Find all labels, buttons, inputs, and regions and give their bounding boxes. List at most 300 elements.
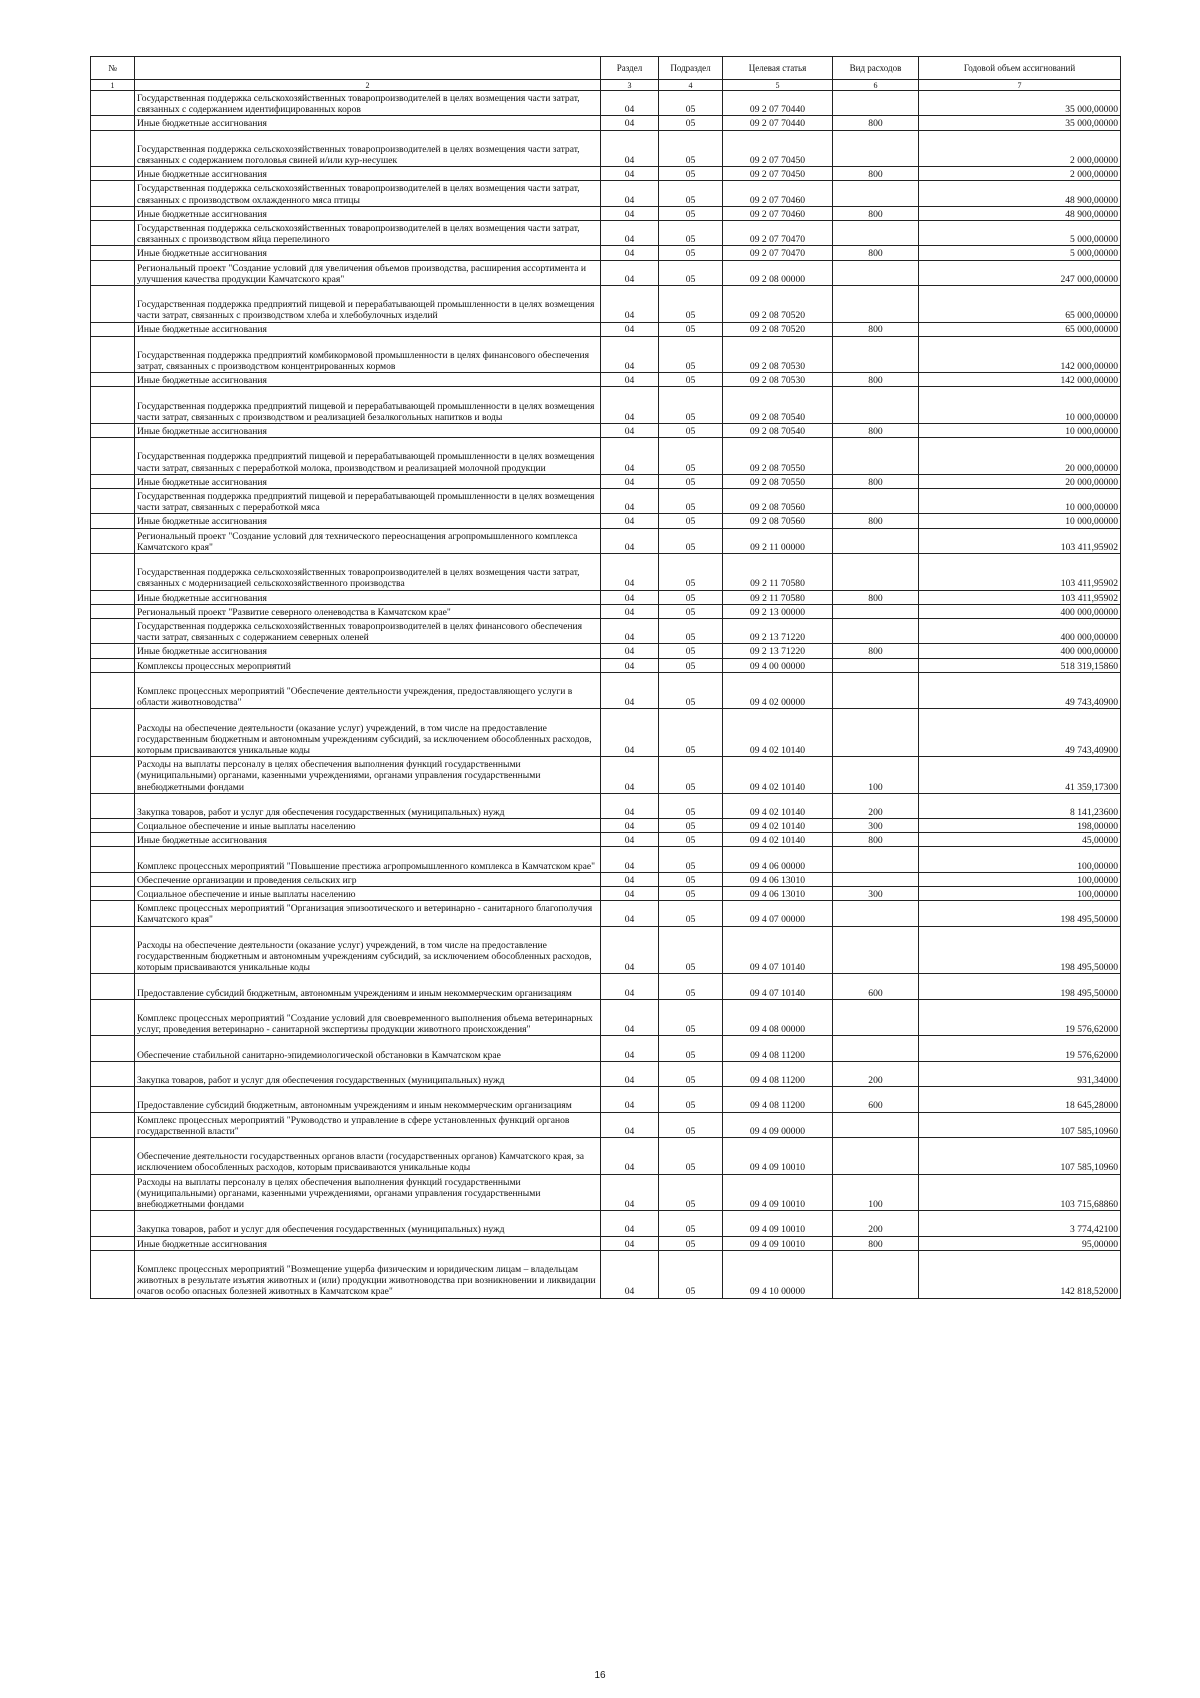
row-podrazdel-cell: 05 (659, 1211, 723, 1236)
table-row (91, 220, 1121, 245)
row-podrazdel-cell: 05 (659, 833, 723, 847)
row-razdel-cell: 04 (601, 424, 659, 438)
row-razdel-cell: 04 (601, 1250, 659, 1298)
row-number-cell (91, 590, 135, 604)
row-vid-cell (833, 181, 919, 206)
row-podrazdel-cell: 05 (659, 658, 723, 672)
row-amount-cell: 247 000,00000 (919, 260, 1121, 285)
row-number-cell (91, 167, 135, 181)
row-number-cell (91, 658, 135, 672)
row-vid-cell (833, 130, 919, 167)
row-razdel-cell: 04 (601, 206, 659, 220)
header-index: 7 (919, 80, 1121, 91)
row-podrazdel-cell: 05 (659, 91, 723, 116)
row-podrazdel-cell: 05 (659, 757, 723, 794)
header-index: 6 (833, 80, 919, 91)
row-amount-cell: 107 585,10960 (919, 1137, 1121, 1174)
row-number-cell (91, 1250, 135, 1298)
row-number-cell (91, 1036, 135, 1061)
row-amount-cell: 142 000,00000 (919, 373, 1121, 387)
row-vid-cell (833, 438, 919, 475)
row-podrazdel-cell: 05 (659, 438, 723, 475)
row-razdel-cell: 04 (601, 474, 659, 488)
table-row (91, 757, 1121, 794)
row-razdel-cell: 04 (601, 373, 659, 387)
row-amount-cell: 107 585,10960 (919, 1112, 1121, 1137)
row-target-cell: 09 2 13 71220 (723, 644, 833, 658)
row-vid-cell: 300 (833, 819, 919, 833)
row-vid-cell: 800 (833, 514, 919, 528)
row-number-cell (91, 1061, 135, 1086)
table-row (91, 1236, 1121, 1250)
budget-sheet (90, 56, 1120, 1299)
row-amount-cell: 103 411,95902 (919, 528, 1121, 553)
row-target-cell: 09 4 09 10010 (723, 1211, 833, 1236)
row-podrazdel-cell: 05 (659, 1112, 723, 1137)
row-name-cell: Иные бюджетные ассигнования (135, 644, 601, 658)
row-vid-cell (833, 618, 919, 643)
table-row (91, 887, 1121, 901)
row-vid-cell (833, 528, 919, 553)
row-vid-cell (833, 285, 919, 322)
header-razdel: Раздел (601, 57, 659, 80)
row-number-cell (91, 285, 135, 322)
row-vid-cell: 800 (833, 590, 919, 604)
row-amount-cell: 49 743,40900 (919, 672, 1121, 709)
row-target-cell: 09 2 07 70450 (723, 167, 833, 181)
row-amount-cell: 45,00000 (919, 833, 1121, 847)
row-target-cell: 09 4 08 11200 (723, 1061, 833, 1086)
row-razdel-cell: 04 (601, 926, 659, 974)
row-amount-cell: 65 000,00000 (919, 322, 1121, 336)
row-vid-cell (833, 554, 919, 591)
row-number-cell (91, 833, 135, 847)
table-row (91, 999, 1121, 1036)
row-vid-cell (833, 220, 919, 245)
row-target-cell: 09 4 02 10140 (723, 757, 833, 794)
row-number-cell (91, 220, 135, 245)
table-index-row (91, 80, 1121, 91)
row-razdel-cell: 04 (601, 757, 659, 794)
row-podrazdel-cell: 05 (659, 514, 723, 528)
row-name-cell: Государственная поддержка сельскохозяйственных товаропроизводителей в целях возмещения части затрат, связанных с модернизацией сельскохозяйственного производства (135, 554, 601, 591)
row-vid-cell: 800 (833, 116, 919, 130)
row-name-cell: Комплекс процессных мероприятий "Обеспечение деятельности учреждения, предоставляющего услуги в области животноводства" (135, 672, 601, 709)
row-target-cell: 09 4 09 10010 (723, 1236, 833, 1250)
table-row (91, 793, 1121, 818)
table-row (91, 387, 1121, 424)
row-amount-cell: 20 000,00000 (919, 474, 1121, 488)
row-razdel-cell: 04 (601, 438, 659, 475)
table-row (91, 130, 1121, 167)
row-razdel-cell: 04 (601, 130, 659, 167)
row-number-cell (91, 424, 135, 438)
row-amount-cell: 100,00000 (919, 872, 1121, 886)
row-number-cell (91, 528, 135, 553)
row-target-cell: 09 2 07 70460 (723, 206, 833, 220)
row-target-cell: 09 4 09 00000 (723, 1112, 833, 1137)
row-name-cell: Комплекс процессных мероприятий "Организация эпизоотического и ветеринарно - санитарного благополучия Камчатского края" (135, 901, 601, 926)
row-number-cell (91, 116, 135, 130)
row-razdel-cell: 04 (601, 336, 659, 373)
row-name-cell: Предоставление субсидий бюджетным, автономным учреждениям и иным некоммерческим организациям (135, 1087, 601, 1112)
table-header-row (91, 57, 1121, 80)
row-razdel-cell: 04 (601, 322, 659, 336)
row-target-cell: 09 4 00 00000 (723, 658, 833, 672)
row-number-cell (91, 130, 135, 167)
row-number-cell (91, 872, 135, 886)
row-name-cell: Региональный проект "Создание условий для технического переоснащения агропромышленного комплекса Камчатского края" (135, 528, 601, 553)
row-vid-cell (833, 1112, 919, 1137)
row-number-cell (91, 644, 135, 658)
row-target-cell: 09 2 13 71220 (723, 618, 833, 643)
row-razdel-cell: 04 (601, 514, 659, 528)
budget-table (90, 56, 1121, 1299)
row-vid-cell (833, 1137, 919, 1174)
row-number-cell (91, 1174, 135, 1211)
row-target-cell: 09 2 08 70540 (723, 387, 833, 424)
row-number-cell (91, 514, 135, 528)
header-amount: Годовой объем ассигнований (919, 57, 1121, 80)
row-podrazdel-cell: 05 (659, 872, 723, 886)
row-target-cell: 09 2 11 70580 (723, 554, 833, 591)
row-number-cell (91, 489, 135, 514)
row-number-cell (91, 322, 135, 336)
row-podrazdel-cell: 05 (659, 1061, 723, 1086)
row-razdel-cell: 04 (601, 246, 659, 260)
row-podrazdel-cell: 05 (659, 1236, 723, 1250)
row-name-cell: Комплекс процессных мероприятий "Создание условий для своевременного выполнения объема ветеринарных услуг, проведения ветеринарно - санитарной экспертизы продукции животного происхождения" (135, 999, 601, 1036)
row-podrazdel-cell: 05 (659, 709, 723, 757)
row-vid-cell (833, 709, 919, 757)
table-row (91, 438, 1121, 475)
row-podrazdel-cell: 05 (659, 604, 723, 618)
table-row (91, 926, 1121, 974)
row-name-cell: Расходы на обеспечение деятельности (оказание услуг) учреждений, в том числе на предоставление государственным бюджетным и автономным учреждениям субсидий, за исключением обособленных расходов, которым присваиваются уникальные коды (135, 709, 601, 757)
row-target-cell: 09 4 10 00000 (723, 1250, 833, 1298)
row-number-cell (91, 1236, 135, 1250)
table-row (91, 644, 1121, 658)
row-name-cell: Социальное обеспечение и иные выплаты населению (135, 819, 601, 833)
table-body (91, 91, 1121, 1299)
row-target-cell: 09 2 07 70440 (723, 116, 833, 130)
row-vid-cell (833, 336, 919, 373)
table-row (91, 206, 1121, 220)
row-razdel-cell: 04 (601, 999, 659, 1036)
row-podrazdel-cell: 05 (659, 1250, 723, 1298)
row-razdel-cell: 04 (601, 819, 659, 833)
row-razdel-cell: 04 (601, 1174, 659, 1211)
table-row (91, 658, 1121, 672)
row-target-cell: 09 2 07 70460 (723, 181, 833, 206)
table-row (91, 528, 1121, 553)
row-vid-cell (833, 387, 919, 424)
row-razdel-cell: 04 (601, 260, 659, 285)
row-amount-cell: 198 495,50000 (919, 926, 1121, 974)
row-razdel-cell: 04 (601, 91, 659, 116)
row-name-cell: Государственная поддержка предприятий пищевой и перерабатывающей промышленности в целях возмещения части затрат, связанных с производством и реализацией безалкогольных напитков и воды (135, 387, 601, 424)
table-row (91, 833, 1121, 847)
row-name-cell: Комплекс процессных мероприятий "Повышение престижа агропромышленного комплекса в Камчатском крае" (135, 847, 601, 872)
row-name-cell: Иные бюджетные ассигнования (135, 590, 601, 604)
row-podrazdel-cell: 05 (659, 167, 723, 181)
table-row (91, 246, 1121, 260)
row-amount-cell: 48 900,00000 (919, 206, 1121, 220)
row-name-cell: Иные бюджетные ассигнования (135, 833, 601, 847)
row-amount-cell: 19 576,62000 (919, 1036, 1121, 1061)
row-podrazdel-cell: 05 (659, 554, 723, 591)
row-vid-cell: 100 (833, 757, 919, 794)
row-target-cell: 09 2 11 00000 (723, 528, 833, 553)
row-razdel-cell: 04 (601, 1087, 659, 1112)
row-vid-cell (833, 672, 919, 709)
row-vid-cell (833, 1250, 919, 1298)
row-podrazdel-cell: 05 (659, 322, 723, 336)
row-razdel-cell: 04 (601, 167, 659, 181)
row-number-cell (91, 709, 135, 757)
table-row (91, 1137, 1121, 1174)
row-podrazdel-cell: 05 (659, 387, 723, 424)
row-target-cell: 09 2 08 70550 (723, 438, 833, 475)
row-amount-cell: 198,00000 (919, 819, 1121, 833)
row-amount-cell: 10 000,00000 (919, 387, 1121, 424)
row-podrazdel-cell: 05 (659, 1137, 723, 1174)
row-number-cell (91, 974, 135, 999)
row-amount-cell: 20 000,00000 (919, 438, 1121, 475)
row-target-cell: 09 2 08 70540 (723, 424, 833, 438)
row-razdel-cell: 04 (601, 709, 659, 757)
row-number-cell (91, 672, 135, 709)
row-podrazdel-cell: 05 (659, 489, 723, 514)
row-number-cell (91, 999, 135, 1036)
row-number-cell (91, 181, 135, 206)
row-amount-cell: 100,00000 (919, 847, 1121, 872)
row-target-cell: 09 4 02 10140 (723, 819, 833, 833)
table-row (91, 514, 1121, 528)
row-amount-cell: 5 000,00000 (919, 246, 1121, 260)
row-podrazdel-cell: 05 (659, 220, 723, 245)
table-row (91, 91, 1121, 116)
table-row (91, 974, 1121, 999)
row-name-cell: Региональный проект "Развитие северного оленеводства в Камчатском крае" (135, 604, 601, 618)
row-podrazdel-cell: 05 (659, 974, 723, 999)
row-name-cell: Обеспечение деятельности государственных органов власти (государственных органов) Камчатского края, за исключением обособленных расходов, которым присваиваются уникальные коды (135, 1137, 601, 1174)
table-row (91, 1087, 1121, 1112)
row-amount-cell: 18 645,28000 (919, 1087, 1121, 1112)
row-amount-cell: 142 000,00000 (919, 336, 1121, 373)
row-amount-cell: 400 000,00000 (919, 604, 1121, 618)
row-podrazdel-cell: 05 (659, 672, 723, 709)
row-number-cell (91, 438, 135, 475)
row-number-cell (91, 887, 135, 901)
row-razdel-cell: 04 (601, 974, 659, 999)
row-name-cell: Государственная поддержка предприятий пищевой и перерабатывающей промышленности в целях возмещения части затрат, связанных с производством хлеба и хлебобулочных изделий (135, 285, 601, 322)
row-podrazdel-cell: 05 (659, 901, 723, 926)
row-name-cell: Государственная поддержка сельскохозяйственных товаропроизводителей в целях возмещения части затрат, связанных с производством яйца перепелиного (135, 220, 601, 245)
row-razdel-cell: 04 (601, 793, 659, 818)
row-podrazdel-cell: 05 (659, 285, 723, 322)
row-target-cell: 09 4 07 10140 (723, 974, 833, 999)
row-razdel-cell: 04 (601, 1236, 659, 1250)
row-name-cell: Государственная поддержка сельскохозяйственных товаропроизводителей в целях возмещения части затрат, связанных с производством охлажденного мяса птицы (135, 181, 601, 206)
row-amount-cell: 8 141,23600 (919, 793, 1121, 818)
row-target-cell: 09 2 08 70530 (723, 373, 833, 387)
table-row (91, 167, 1121, 181)
row-razdel-cell: 04 (601, 887, 659, 901)
row-target-cell: 09 2 08 00000 (723, 260, 833, 285)
row-vid-cell (833, 999, 919, 1036)
row-podrazdel-cell: 05 (659, 1036, 723, 1061)
row-name-cell: Расходы на обеспечение деятельности (оказание услуг) учреждений, в том числе на предоставление государственным бюджетным и автономным учреждениям субсидий, за исключением обособленных расходов, которым присваиваются уникальные коды (135, 926, 601, 974)
row-vid-cell: 800 (833, 322, 919, 336)
row-name-cell: Государственная поддержка сельскохозяйственных товаропроизводителей в целях возмещения части затрат, связанных с содержанием идентифицированных коров (135, 91, 601, 116)
row-podrazdel-cell: 05 (659, 260, 723, 285)
header-index: 4 (659, 80, 723, 91)
row-number-cell (91, 901, 135, 926)
row-amount-cell: 198 495,50000 (919, 974, 1121, 999)
row-amount-cell: 5 000,00000 (919, 220, 1121, 245)
row-name-cell: Государственная поддержка сельскохозяйственных товаропроизводителей в целях возмещения части затрат, связанных с содержанием поголовья свиней и/или кур-несушек (135, 130, 601, 167)
table-row (91, 260, 1121, 285)
row-amount-cell: 19 576,62000 (919, 999, 1121, 1036)
row-razdel-cell: 04 (601, 1211, 659, 1236)
table-row (91, 554, 1121, 591)
row-podrazdel-cell: 05 (659, 246, 723, 260)
table-row (91, 819, 1121, 833)
row-name-cell: Расходы на выплаты персоналу в целях обеспечения выполнения функций государственными (муниципальными) органами, казенными учреждениями, органами управления государственными внебюджетными фондами (135, 1174, 601, 1211)
table-row (91, 181, 1121, 206)
row-name-cell: Закупка товаров, работ и услуг для обеспечения государственных (муниципальных) нужд (135, 1211, 601, 1236)
row-podrazdel-cell: 05 (659, 618, 723, 643)
row-amount-cell: 518 319,15860 (919, 658, 1121, 672)
header-podrazdel: Подраздел (659, 57, 723, 80)
row-target-cell: 09 2 07 70470 (723, 246, 833, 260)
header-name (135, 57, 601, 80)
row-name-cell: Иные бюджетные ассигнования (135, 424, 601, 438)
row-amount-cell: 41 359,17300 (919, 757, 1121, 794)
table-row (91, 116, 1121, 130)
row-vid-cell: 800 (833, 644, 919, 658)
row-number-cell (91, 604, 135, 618)
table-row (91, 489, 1121, 514)
row-amount-cell: 95,00000 (919, 1236, 1121, 1250)
row-amount-cell: 400 000,00000 (919, 644, 1121, 658)
row-number-cell (91, 1211, 135, 1236)
header-index: 3 (601, 80, 659, 91)
row-razdel-cell: 04 (601, 658, 659, 672)
row-target-cell: 09 2 07 70470 (723, 220, 833, 245)
table-row (91, 1211, 1121, 1236)
row-number-cell (91, 387, 135, 424)
table-row (91, 901, 1121, 926)
row-target-cell: 09 4 06 13010 (723, 887, 833, 901)
row-target-cell: 09 2 08 70520 (723, 285, 833, 322)
row-vid-cell (833, 872, 919, 886)
row-name-cell: Расходы на выплаты персоналу в целях обеспечения выполнения функций государственными (муниципальными) органами, казенными учреждениями, органами управления государственными внебюджетными фондами (135, 757, 601, 794)
row-number-cell (91, 618, 135, 643)
row-target-cell: 09 2 08 70560 (723, 489, 833, 514)
row-name-cell: Региональный проект "Создание условий для увеличения объемов производства, расширения ассортимента и улучшения качества продукции Камчатского края" (135, 260, 601, 285)
row-number-cell (91, 1112, 135, 1137)
row-target-cell: 09 4 02 10140 (723, 793, 833, 818)
table-row (91, 322, 1121, 336)
row-razdel-cell: 04 (601, 672, 659, 709)
row-razdel-cell: 04 (601, 833, 659, 847)
row-vid-cell: 800 (833, 474, 919, 488)
row-vid-cell: 800 (833, 1236, 919, 1250)
table-row (91, 474, 1121, 488)
row-number-cell (91, 793, 135, 818)
row-amount-cell: 35 000,00000 (919, 91, 1121, 116)
row-number-cell (91, 373, 135, 387)
row-name-cell: Иные бюджетные ассигнования (135, 322, 601, 336)
row-razdel-cell: 04 (601, 1061, 659, 1086)
row-amount-cell: 103 715,68860 (919, 1174, 1121, 1211)
row-razdel-cell: 04 (601, 285, 659, 322)
row-amount-cell: 35 000,00000 (919, 116, 1121, 130)
row-name-cell: Иные бюджетные ассигнования (135, 246, 601, 260)
row-razdel-cell: 04 (601, 872, 659, 886)
row-target-cell: 09 2 08 70560 (723, 514, 833, 528)
row-razdel-cell: 04 (601, 901, 659, 926)
row-razdel-cell: 04 (601, 387, 659, 424)
row-podrazdel-cell: 05 (659, 1087, 723, 1112)
row-number-cell (91, 554, 135, 591)
row-razdel-cell: 04 (601, 1036, 659, 1061)
row-vid-cell (833, 847, 919, 872)
row-target-cell: 09 4 06 00000 (723, 847, 833, 872)
row-amount-cell: 10 000,00000 (919, 514, 1121, 528)
row-name-cell: Иные бюджетные ассигнования (135, 116, 601, 130)
row-podrazdel-cell: 05 (659, 474, 723, 488)
row-number-cell (91, 819, 135, 833)
row-number-cell (91, 1137, 135, 1174)
row-razdel-cell: 04 (601, 1112, 659, 1137)
row-number-cell (91, 1087, 135, 1112)
row-name-cell: Обеспечение организации и проведения сельских игр (135, 872, 601, 886)
row-number-cell (91, 260, 135, 285)
table-row (91, 1061, 1121, 1086)
row-number-cell (91, 847, 135, 872)
row-amount-cell: 400 000,00000 (919, 618, 1121, 643)
row-razdel-cell: 04 (601, 528, 659, 553)
row-amount-cell: 10 000,00000 (919, 489, 1121, 514)
table-row (91, 1112, 1121, 1137)
row-podrazdel-cell: 05 (659, 336, 723, 373)
row-amount-cell: 2 000,00000 (919, 167, 1121, 181)
row-vid-cell: 200 (833, 1211, 919, 1236)
row-razdel-cell: 04 (601, 590, 659, 604)
row-amount-cell: 49 743,40900 (919, 709, 1121, 757)
row-vid-cell (833, 1036, 919, 1061)
row-target-cell: 09 4 08 11200 (723, 1087, 833, 1112)
row-vid-cell: 800 (833, 373, 919, 387)
row-target-cell: 09 2 08 70550 (723, 474, 833, 488)
row-amount-cell: 2 000,00000 (919, 130, 1121, 167)
row-vid-cell (833, 489, 919, 514)
row-target-cell: 09 4 09 10010 (723, 1137, 833, 1174)
row-amount-cell: 103 411,95902 (919, 554, 1121, 591)
table-row (91, 424, 1121, 438)
row-number-cell (91, 474, 135, 488)
row-vid-cell: 200 (833, 1061, 919, 1086)
row-razdel-cell: 04 (601, 554, 659, 591)
row-podrazdel-cell: 05 (659, 887, 723, 901)
row-podrazdel-cell: 05 (659, 926, 723, 974)
row-target-cell: 09 4 02 00000 (723, 672, 833, 709)
row-vid-cell (833, 926, 919, 974)
row-vid-cell: 100 (833, 1174, 919, 1211)
